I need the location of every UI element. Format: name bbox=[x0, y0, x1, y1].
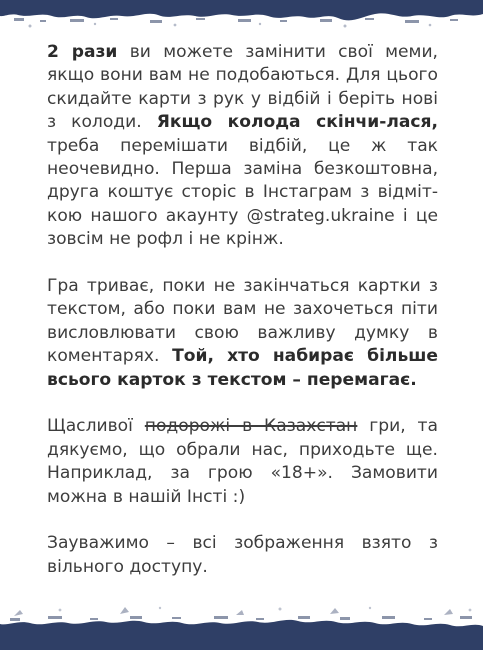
bottom-ink-border bbox=[0, 596, 483, 650]
text-run: треба перемішати відбій, це ж так неочевидно. Перша заміна безкоштовна, друга коштує сторіс в Інстаграм з відміт-кою нашого акаунту @strateg.ukraine і це зовсім не рофл і не крінж. bbox=[47, 135, 438, 250]
strikethrough-phrase: подорожі в Казахстан bbox=[144, 416, 358, 437]
top-ink-border bbox=[0, 0, 483, 46]
text-run: Щасливої bbox=[47, 416, 145, 437]
rules-text bbox=[47, 41, 438, 603]
text-run: гри, та дякуємо, що обрали нас, приходьте ще. Наприклад, за грою «18+». Замовити можна в нашій Інсті :) bbox=[47, 416, 438, 507]
paragraph-disclaimer bbox=[47, 532, 438, 579]
bold-phrase: Той, хто набирає більше всього карток з текстом – перемагає. bbox=[47, 346, 439, 390]
text-run: ви можете замінити свої меми, якщо вони вам не подобаються. Для цього скидайте карти з рук у відбій і беріть нові з колоди. bbox=[47, 42, 438, 133]
paragraph-game-end bbox=[47, 275, 438, 392]
bold-phrase: Якщо колода скінчи-лася, bbox=[156, 112, 438, 133]
bold-phrase: 2 рази bbox=[47, 42, 118, 62]
paragraph-thanks bbox=[47, 415, 438, 509]
paragraph-meme-replacement bbox=[47, 41, 438, 252]
text-run: Гра триває, поки не закінчаться картки з текстом, або поки вам не захочеться піти висловлювати свою важливу думку в коментарях. bbox=[47, 276, 438, 367]
text-run: Зауважимо – всі зображення взято з вільного доступу. bbox=[47, 533, 438, 577]
